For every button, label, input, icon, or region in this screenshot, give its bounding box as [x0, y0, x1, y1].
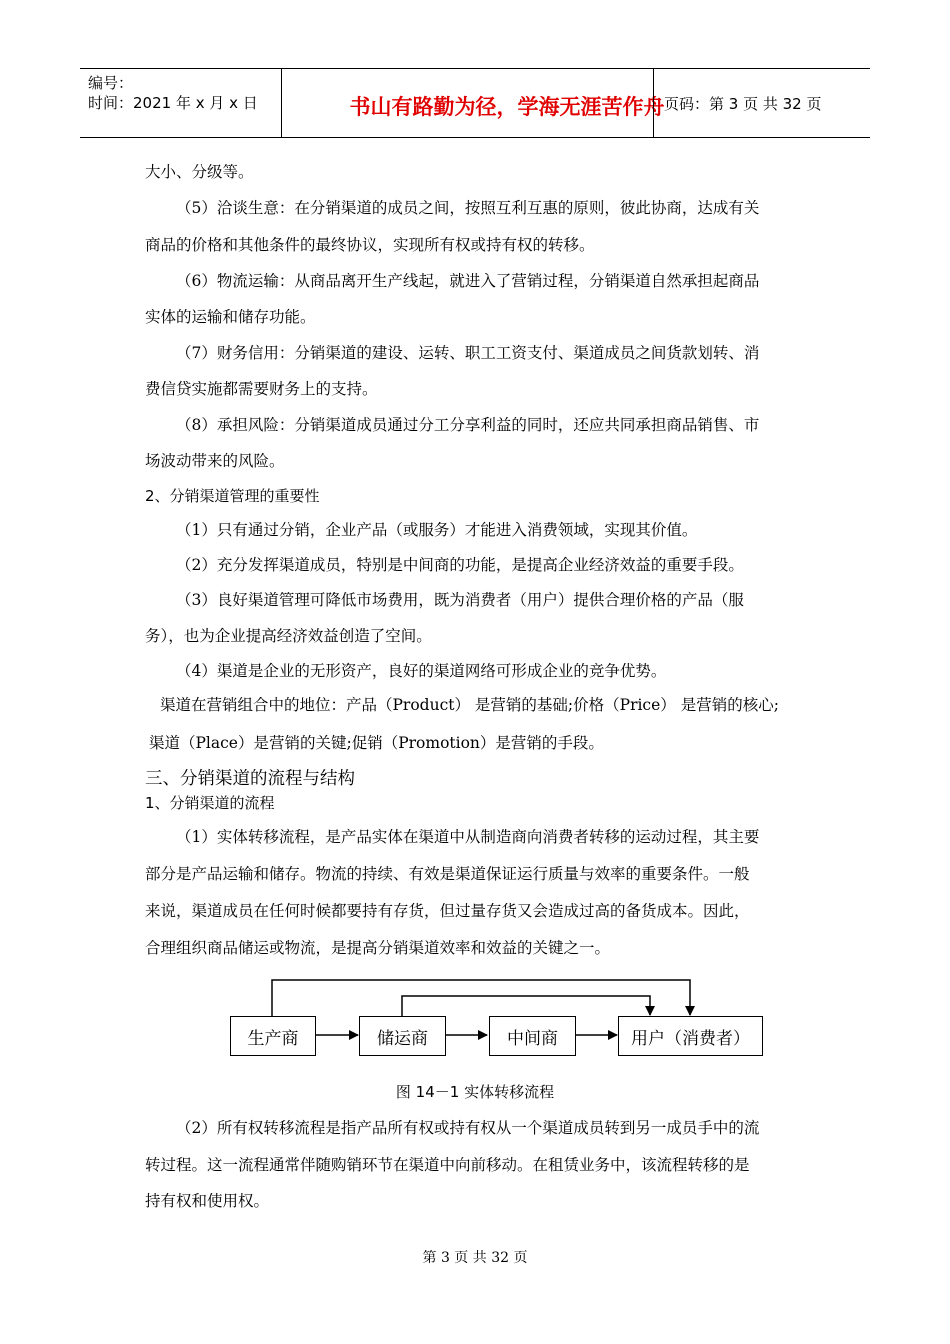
paragraph-line: 部分是产品运输和储存。物流的持续、有效是渠道保证运行质量与效率的重要条件。一般 [145, 865, 750, 883]
paragraph-line: （1）只有通过分销，企业产品（或服务）才能进入消费领域，实现其价值。 [176, 521, 698, 539]
paragraph-line: 商品的价格和其他条件的最终协议，实现所有权或持有权的转移。 [145, 236, 595, 254]
flow-node-middleman: 中间商 [489, 1016, 576, 1056]
paragraph-line: （3）良好渠道管理可降低市场费用，既为消费者（用户）提供合理价格的产品（服 [176, 591, 744, 609]
header-motto: 书山有路勤为径，学海无涯苦作舟 [349, 95, 665, 119]
paragraph-line: 务），也为企业提高经济效益创造了空间。 [145, 627, 432, 645]
paragraph-line: 渠道（Place）是营销的关键;促销（Promotion）是营销的手段。 [149, 734, 604, 752]
number-label: 编号： [88, 74, 134, 92]
paragraph-line: （4）渠道是企业的无形资产，良好的渠道网络可形成企业的竞争优势。 [176, 662, 667, 680]
paragraph-line: （6）物流运输：从商品离开生产线起，就进入了营销过程，分销渠道自然承担起商品 [176, 272, 760, 290]
flow-node-logistics: 储运商 [359, 1016, 446, 1056]
subheading-flow: 1、分销渠道的流程 [145, 794, 275, 812]
paragraph-line: 渠道在营销组合中的地位：产品（Product） 是营销的基础;价格（Price） 是营销的核心; [160, 696, 779, 714]
paragraph-line: 场波动带来的风险。 [145, 452, 285, 470]
paragraph-line: 来说，渠道成员在任何时候都要持有存货，但过量存货又会造成过高的备货成本。因此， [145, 902, 750, 920]
paragraph-line: 转过程。这一流程通常伴随购销环节在渠道中向前移动。在租赁业务中，该流程转移的是 [145, 1156, 750, 1174]
paragraph-line: （5）洽谈生意：在分销渠道的成员之间，按照互利互惠的原则，彼此协商，达成有关 [176, 199, 760, 217]
paragraph-line: （2）充分发挥渠道成员，特别是中间商的功能，是提高企业经济效益的重要手段。 [176, 556, 744, 574]
paragraph-line: 费信贷实施都需要财务上的支持。 [145, 380, 378, 398]
figure-caption: 图 14－1 实体转移流程 [395, 1083, 555, 1101]
paragraph-line: 实体的运输和储存功能。 [145, 308, 316, 326]
header-page-info: 页码：第 3 页 共 32 页 [664, 95, 822, 113]
paragraph-line: （1）实体转移流程，是产品实体在渠道中从制造商向消费者转移的运动过程，其主要 [176, 828, 760, 846]
flow-node-consumer: 用户（消费者） [618, 1016, 763, 1056]
time-label: 时间：2021 年 x 月 x 日 [88, 94, 258, 112]
subheading-importance: 2、分销渠道管理的重要性 [145, 487, 320, 505]
paragraph-line: （8）承担风险：分销渠道成员通过分工分享利益的同时，还应共同承担商品销售、市 [176, 416, 760, 434]
paragraph-line: （2）所有权转移流程是指产品所有权或持有权从一个渠道成员转到另一成员手中的流 [176, 1119, 760, 1137]
page-footer: 第 3 页 共 32 页 [422, 1250, 528, 1266]
paragraph-line: 合理组织商品储运或物流，是提高分销渠道效率和效益的关键之一。 [145, 939, 611, 957]
paragraph-line: 大小、分级等。 [145, 163, 254, 181]
paragraph-line: （7）财务信用：分销渠道的建设、运转、职工工资支付、渠道成员之间货款划转、消 [176, 344, 760, 362]
section-heading: 三、分销渠道的流程与结构 [145, 769, 355, 789]
flow-node-producer: 生产商 [230, 1016, 316, 1056]
paragraph-line: 持有权和使用权。 [145, 1192, 270, 1210]
